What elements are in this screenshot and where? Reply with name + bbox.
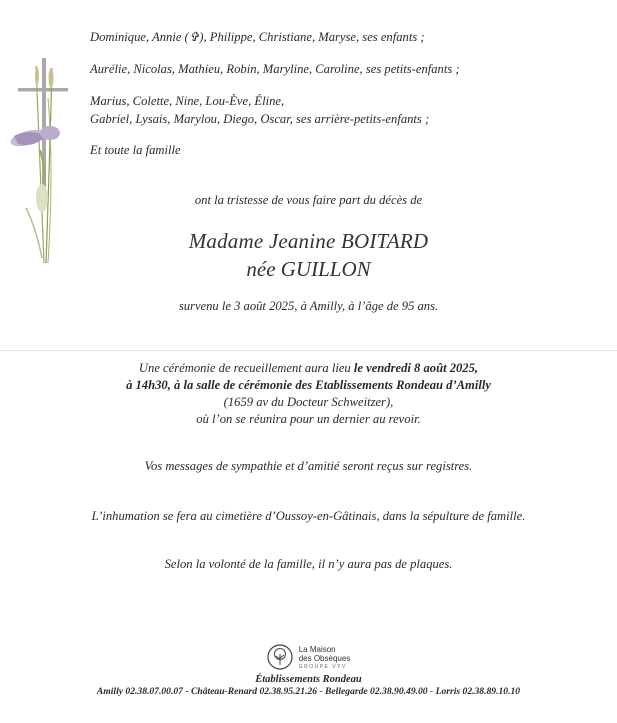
whole-family-line: Et toute la famille	[90, 143, 181, 157]
company-name: Établissements Rondeau	[255, 674, 362, 685]
maiden-name: née GUILLON	[246, 257, 371, 281]
children-line: Dominique, Annie (✞), Philippe, Christiane, Maryse, ses enfants ;	[90, 30, 425, 44]
ceremony-info	[0, 360, 617, 428]
logo-line-1: La Maison	[298, 644, 336, 654]
great-grandchildren-line-2: Gabriel, Lysais, Marylou, Diego, Oscar, ses arrière-petits-enfants ;	[90, 112, 430, 126]
ceremony-farewell: où l’on se réunira pour un dernier au revoir.	[196, 412, 421, 426]
burial-text: L’inhumation se fera au cimetière d’Oussoy-en-Gâtinais, dans la sépulture de famille.	[91, 509, 526, 523]
ceremony-date: le vendredi 8 août 2025,	[353, 361, 479, 375]
logo-line-2: des Obsèques	[298, 653, 351, 663]
company-phones: Amilly 02.38.07.00.07 - Château-Renard 02.38.95.21.26 - Bellegarde 02.38.90.49.00 - Lorris 02.38.89.10.10	[96, 686, 521, 697]
logo-text-block	[299, 645, 351, 670]
company-logo	[0, 644, 617, 670]
grandchildren-line: Aurélie, Nicolas, Mathieu, Robin, Maryline, Caroline, ses petits-enfants ;	[90, 62, 460, 76]
scan-divider	[0, 350, 617, 351]
tree-logo-icon	[267, 644, 293, 670]
deceased-name: Madame Jeanine BOITARD	[188, 229, 429, 253]
family-list	[90, 28, 590, 173]
death-info: survenu le 3 août 2025, à Amilly, à l’âge de 95 ans.	[178, 299, 439, 313]
great-grandchildren-line-1: Marius, Colette, Nine, Lou-Ève, Éline,	[90, 94, 285, 108]
intro-text: ont la tristesse de vous faire part du décès de	[194, 193, 423, 207]
logo-group: GROUPE VYV	[298, 663, 347, 670]
footer	[0, 644, 617, 697]
plaques-text: Selon la volonté de la famille, il n’y aura pas de plaques.	[164, 557, 453, 571]
messages-text: Vos messages de sympathie et d’amitié seront reçus sur registres.	[144, 459, 473, 473]
ceremony-address: (1659 av du Docteur Schweitzer),	[223, 395, 394, 409]
ceremony-text-a: Une cérémonie de recueillement aura lieu	[138, 361, 354, 375]
great-grandchildren	[90, 92, 590, 128]
ceremony-time-place: à 14h30, à la salle de cérémonie des Etablissements Rondeau d’Amilly	[126, 378, 491, 392]
